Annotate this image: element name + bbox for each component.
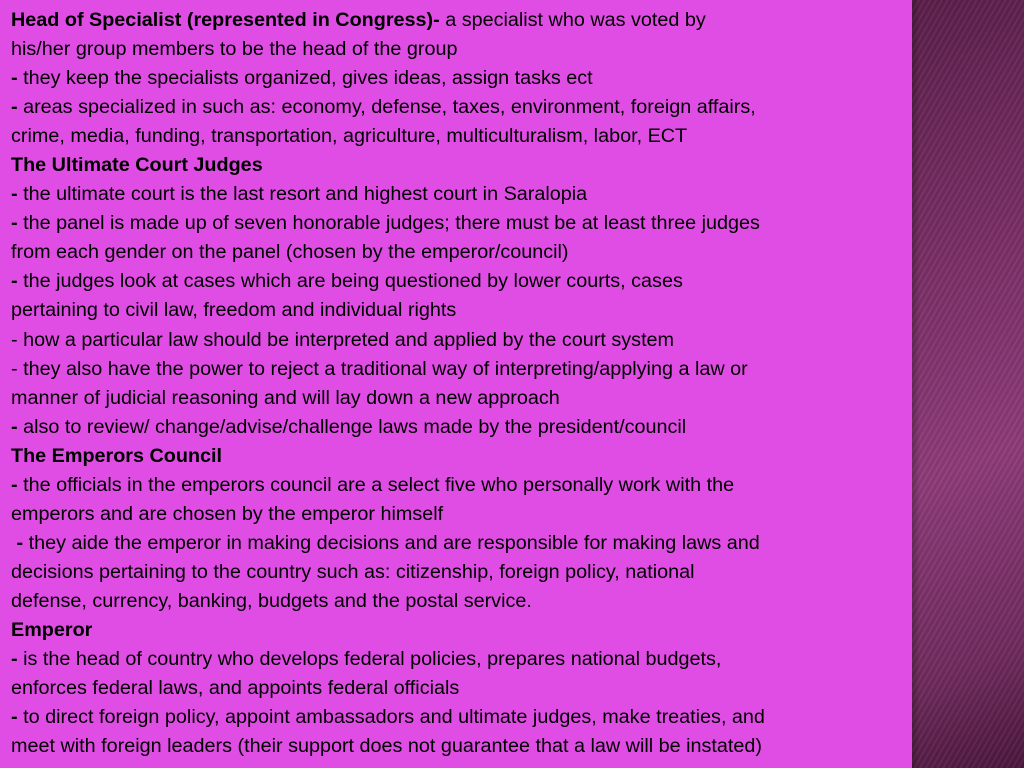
body-text: pertaining to civil law, freedom and individual rights <box>11 299 457 322</box>
bold-text: - <box>11 183 18 206</box>
body-text: the officials in the emperors council are a select five who personally work with the <box>17 473 735 496</box>
body-text: also to review/ change/advise/challenge laws made by the president/council <box>17 415 687 438</box>
body-text: manner of judicial reasoning and will lay down a new approach <box>11 386 560 409</box>
bold-text: The Emperors Council <box>11 444 223 467</box>
body-text: his/her group members to be the head of the group <box>11 38 458 61</box>
body-text: is the head of country who develops federal policies, prepares national budgets, <box>17 648 722 671</box>
text-line <box>11 703 946 732</box>
body-text: the panel is made up of seven honorable judges; there must be at least three judges <box>17 212 760 235</box>
text-line <box>11 732 946 761</box>
section-heading <box>11 442 946 471</box>
section-heading <box>11 616 946 645</box>
bold-text: - <box>11 415 18 438</box>
text-line <box>11 35 946 64</box>
text-line <box>11 500 946 529</box>
body-text: defense, currency, banking, budgets and the postal service. <box>11 589 532 612</box>
body-text: from each gender on the panel (chosen by the emperor/council) <box>11 241 569 264</box>
text-line <box>11 296 946 325</box>
text-line <box>11 355 946 384</box>
text-line <box>11 180 946 209</box>
bold-text: Head of Specialist (represented in Congress)- <box>11 9 440 31</box>
bold-text: - <box>11 67 18 90</box>
bold-text: The Ultimate Court Judges <box>11 154 263 177</box>
text-line <box>11 558 946 587</box>
text-line <box>11 471 946 500</box>
bold-text: - <box>11 96 18 119</box>
body-text: areas specialized in such as: economy, defense, taxes, environment, foreign affairs, <box>17 96 756 119</box>
text-line <box>11 209 946 238</box>
bold-text: Emperor <box>11 618 93 641</box>
slide-text-body <box>11 6 946 761</box>
text-line <box>11 64 946 93</box>
text-line <box>11 384 946 413</box>
body-text: - they also have the power to reject a traditional way of interpreting/applying a law or <box>11 357 748 380</box>
bold-text: - <box>11 648 18 671</box>
text-line <box>11 238 946 267</box>
body-text: a specialist who was voted by <box>439 9 706 31</box>
body-text: decisions pertaining to the country such as: citizenship, foreign policy, national <box>11 560 695 583</box>
text-line <box>11 326 946 355</box>
text-line <box>11 6 946 35</box>
body-text: they aide the emperor in making decisions and are responsible for making laws and <box>23 531 760 554</box>
body-text: enforces federal laws, and appoints federal officials <box>11 677 460 700</box>
body-text: to direct foreign policy, appoint ambassadors and ultimate judges, make treaties, and <box>17 706 765 729</box>
body-text: emperors and are chosen by the emperor himself <box>11 502 444 525</box>
text-line <box>11 645 946 674</box>
text-line <box>11 93 946 122</box>
body-text: - how a particular law should be interpreted and applied by the court system <box>11 328 675 351</box>
text-line <box>11 267 946 296</box>
body-text: the ultimate court is the last resort and highest court in Saralopia <box>17 183 588 206</box>
bold-text: - <box>11 473 18 496</box>
section-heading <box>11 151 946 180</box>
body-text: meet with foreign leaders (their support does not guarantee that a law will be instated) <box>11 735 763 758</box>
body-text: the judges look at cases which are being questioned by lower courts, cases <box>17 270 683 293</box>
body-text: they keep the specialists organized, gives ideas, assign tasks ect <box>17 67 593 90</box>
text-line <box>11 529 946 558</box>
bold-text: - <box>11 270 18 293</box>
text-line <box>11 413 946 442</box>
text-line <box>11 122 946 151</box>
bold-text: - <box>11 212 18 235</box>
text-line <box>11 587 946 616</box>
bold-text: - <box>11 706 18 729</box>
text-line <box>11 674 946 703</box>
body-text: crime, media, funding, transportation, agriculture, multiculturalism, labor, ECT <box>11 125 688 148</box>
bold-text: - <box>11 531 24 554</box>
